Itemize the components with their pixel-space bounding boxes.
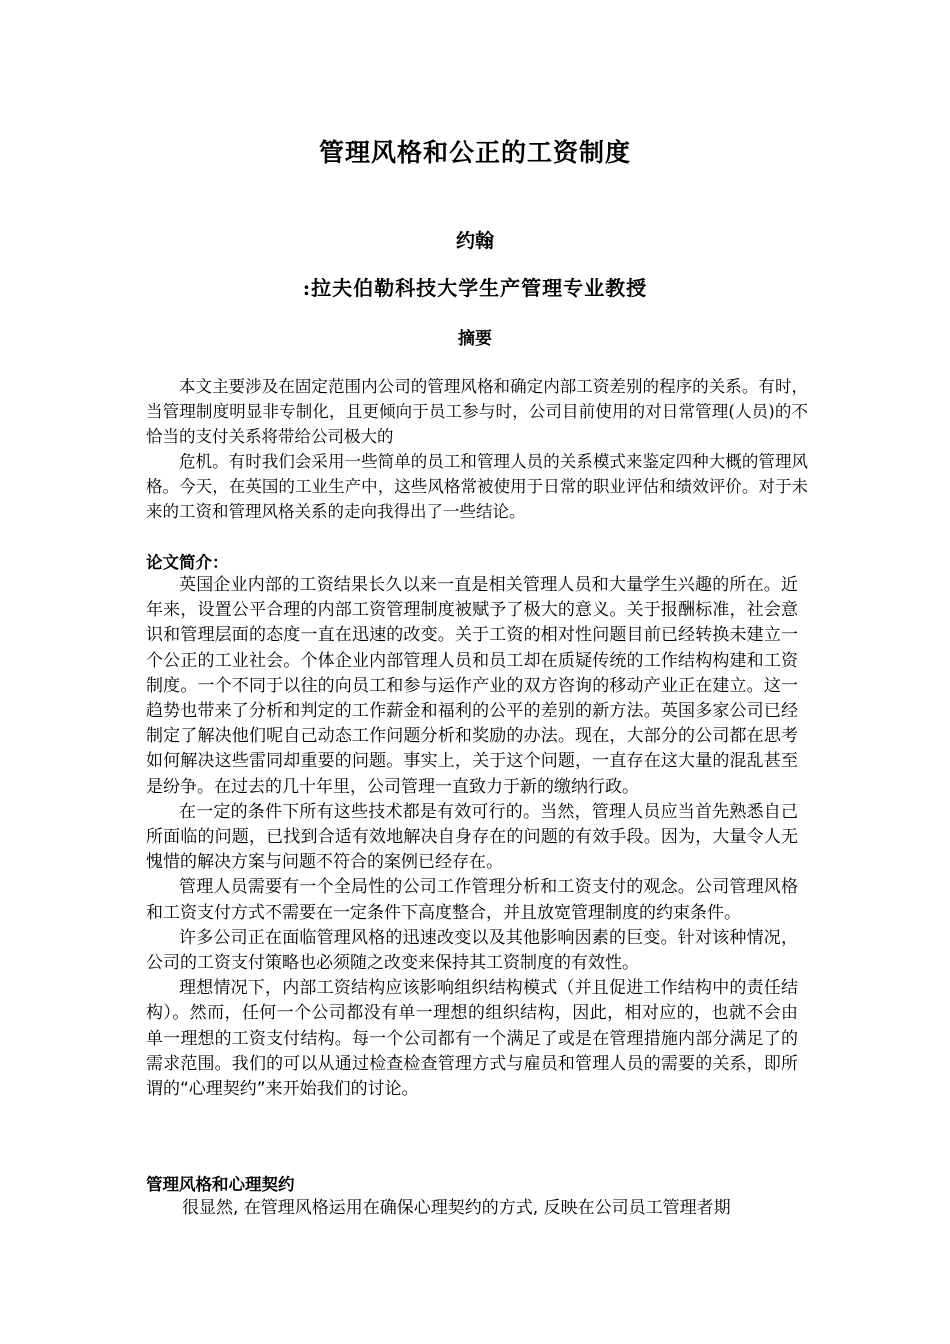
author-affiliation: :拉夫伯勒科技大学生产管理专业教授: [302, 276, 648, 300]
abstract-paragraph: 危机。有时我们会采用一些简单的员工和管理人员的关系模式来鉴定四种大概的管理风格。今天，在英国的工业生产中，这些风格常被使用于日常的职业评估和绩效评价。对于未来的工资和管理风格关系的走向我得出了一些结论。: [146, 452, 808, 521]
section-heading-management-style: 管理风格和心理契约: [146, 1175, 295, 1194]
body-paragraph: 很显然, 在管理风格运用在确保心理契约的方式, 反映在公司员工管理者期: [182, 1198, 731, 1218]
abstract-paragraph: 本文主要涉及在固定范围内公司的管理风格和确定内部工资差别的程序的关系。有时，当管理制度明显非专制化，且更倾向于员工参与时，公司目前使用的对日常管理(人员)的不恰当的支付关系将带给公司极大的: [146, 377, 808, 446]
abstract-heading: 摘要: [458, 329, 492, 349]
body-paragraph: 在一定的条件下所有这些技术都是有效可行的。当然，管理人员应当首先熟悉自己所面临的问题，已找到合适有效地解决自身存在的问题的有效手段。因为，大量令人无愧惜的解决方案与问题不符合的案例已经存在。: [146, 801, 798, 873]
body-paragraph: 管理人员需要有一个全局性的公司工作管理分析和工资支付的观念。公司管理风格和工资支付方式不需要在一定条件下高度整合，并且放宽管理制度的约束条件。: [146, 877, 798, 923]
body-paragraph: 英国企业内部的工资结果长久以来一直是相关管理人员和大量学生兴趣的所在。近年来，设置公平合理的内部工资管理制度被赋予了极大的意义。关于报酬标准，社会意识和管理层面的态度一直在迅速的改变。关于工资的相对性问题目前已经转换未建立一个公正的工业社会。个体企业内部管理人员和员工却在质疑传统的工作结构构建和工资制度。一个不同于以往的向员工和参与运作产业的双方咨询的移动产业正在建立。这一趋势也带来了分析和判定的工作薪金和福利的公平的差别的新方法。英国多家公司已经制定了解决他们呢自己动态工作问题分析和奖励的办法。现在，大部分的公司都在思考如何解决这些雷同却重要的问题。事实上，关于这个问题，一直存在这大量的混乱甚至是纷争。在过去的几十年里，公司管理一直致力于新的缴纳行政。: [146, 575, 798, 797]
introduction-body: [146, 573, 798, 1102]
body-paragraph: 理想情况下，内部工资结构应该影响组织结构模式（并且促进工作结构中的责任结构）。然而，任何一个公司都没有单一理想的组织结构，因此，相对应的，也就不会由单一理想的工资支付结构。每一个公司都有一个满足了或是在管理措施内部分满足了的需求范围。我们的可以从通过检查检查管理方式与雇员和管理人员的需要的关系，即所谓的“心理契约”来开始我们的讨论。: [146, 978, 798, 1100]
body-paragraph: 许多公司正在面临管理风格的迅速改变以及其他影响因素的巨变。针对该种情况，公司的工资支付策略也必须随之改变来保持其工资制度的有效性。: [146, 927, 798, 974]
section-heading-introduction: 论文简介：: [146, 553, 229, 572]
document-title: 管理风格和公正的工资制度: [318, 138, 631, 167]
author-name: 约翰: [455, 230, 494, 252]
management-style-body: [146, 1196, 798, 1221]
abstract-body: [146, 374, 808, 524]
